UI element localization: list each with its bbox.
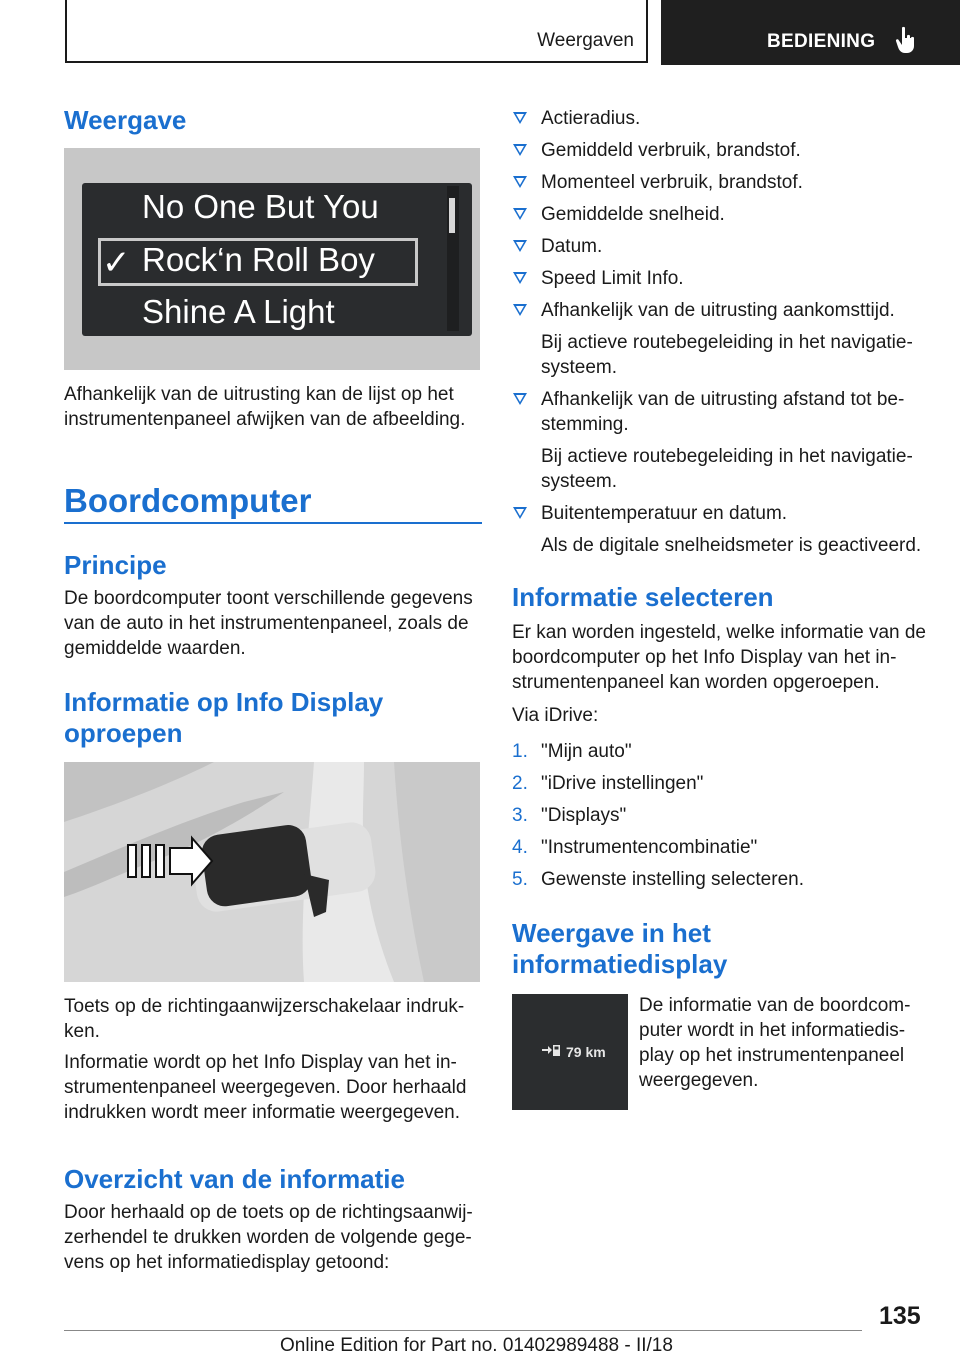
triangle-bullet-icon [513, 272, 527, 284]
triangle-bullet-icon [513, 240, 527, 252]
overzicht-text: Door herhaald op de toets op de richtingsaanwij-zerhendel te drukken worden de volgende gege-vens op het informatiedisplay getoond: [64, 1202, 473, 1273]
triangle-bullet-icon [513, 304, 527, 316]
list-item: Actieradius. [512, 106, 932, 131]
list-item: No One But You [142, 188, 379, 225]
edition-text: Online Edition for Part no. 01402989488 - II/18 [280, 1335, 673, 1356]
list-item: Gemiddeld verbruik, brandstof. [512, 138, 932, 163]
list-item: Afhankelijk van de uitrusting afstand tot be-stemming. Bij actieve routebegeleiding in het navigatie-systeem. [512, 387, 932, 494]
triangle-bullet-icon [513, 393, 527, 405]
list-item: Afhankelijk van de uitrusting aankomsttijd. Bij actieve routebegeleiding in het navigatie-systeem. [512, 298, 932, 380]
selecteren-heading: Informatie selecteren [512, 582, 774, 612]
list-item: 2. "iDrive instellingen" [512, 773, 704, 794]
list-item: Gemiddelde snelheid. [512, 202, 932, 227]
info-display-figure [512, 994, 628, 1110]
figure-caption: Afhankelijk van de uitrusting kan de lijst op het instrumentenpaneel afwijken van de afbeelding. [64, 384, 466, 430]
turn-signal-lever-figure [64, 762, 480, 982]
checkmark-icon: ✓ [102, 244, 131, 282]
list-item: 4. "Instrumentencombinatie" [512, 837, 758, 858]
information-list [512, 106, 932, 558]
list-item: 3. "Displays" [512, 805, 627, 826]
steps-list [512, 739, 932, 899]
header-chapter-title: BEDIENING [767, 31, 876, 52]
triangle-bullet-icon [513, 144, 527, 156]
scrollbar-thumb [449, 198, 455, 233]
weergave-informatiedisplay-heading: Weergave in het informatiedisplay [512, 918, 728, 979]
via-idrive: Via iDrive: [512, 705, 599, 726]
triangle-bullet-icon [513, 112, 527, 124]
header-chapter-box [661, 0, 960, 65]
boordcomputer-heading: Boordcomputer [64, 482, 312, 519]
list-item-selected: Rock‘n Roll Boy [142, 241, 375, 278]
triangle-bullet-icon [513, 507, 527, 519]
list-item: Shine A Light [142, 293, 335, 330]
list-item: Speed Limit Info. [512, 266, 932, 291]
triangle-bullet-icon [513, 208, 527, 220]
list-item: Momenteel verbruik, brandstof. [512, 170, 932, 195]
scrollbar [447, 186, 459, 331]
lever-illustration [64, 762, 480, 982]
range-value: 79 km [566, 1044, 606, 1060]
list-item: 1. "Mijn auto" [512, 741, 632, 762]
oproepen-text: Informatie wordt op het Info Display van het in-strumentenpaneel weergegeven. Door herhaald indrukken wordt meer informatie weergegeven. [64, 1052, 467, 1123]
header-section-title: Weergaven [537, 30, 634, 51]
list-item-note: Bij actieve routebegeleiding in het navigatie-systeem. [541, 446, 913, 492]
list-item: 5. Gewenste instelling selecteren. [512, 869, 804, 890]
list-item: Datum. [512, 234, 932, 259]
selecteren-text: Er kan worden ingesteld, welke informatie van de boordcomputer op het Info Display van het in-strumentenpaneel kan worden opgeroepen. [512, 622, 927, 693]
range-fuel-icon [542, 1043, 562, 1057]
overzicht-heading: Overzicht van de informatie [64, 1164, 405, 1194]
weergave-heading: Weergave [64, 105, 187, 135]
figure-caption: Toets op de richtingaanwijzerschakelaar indruk-ken. [64, 996, 465, 1042]
heading-rule [64, 522, 482, 524]
list-item-note: Bij actieve routebegeleiding in het navigatie-systeem. [541, 332, 913, 378]
hand-pointer-icon [895, 26, 917, 54]
list-item: Buitentemperatuur en datum. Als de digitale snelheidsmeter is geactiveerd. [512, 501, 932, 558]
weergave-text: De informatie van de boordcom-puter wordt in het informatiedis-play op het instrumentenpaneel weergegeven. [639, 995, 911, 1091]
footer-rule [64, 1330, 862, 1331]
principe-text: De boordcomputer toont verschillende gegevens van de auto in het instrumentenpaneel, zoals de gemiddelde waarden. [64, 588, 473, 659]
page-number: 135 [879, 1302, 921, 1330]
music-list-figure [64, 148, 480, 370]
oproepen-heading: Informatie op Info Display oproepen [64, 687, 384, 748]
header-section-box [65, 0, 648, 63]
instrument-list-screen [82, 183, 472, 336]
triangle-bullet-icon [513, 176, 527, 188]
principe-heading: Principe [64, 550, 167, 580]
list-item-note: Als de digitale snelheidsmeter is geactiveerd. [541, 535, 922, 556]
